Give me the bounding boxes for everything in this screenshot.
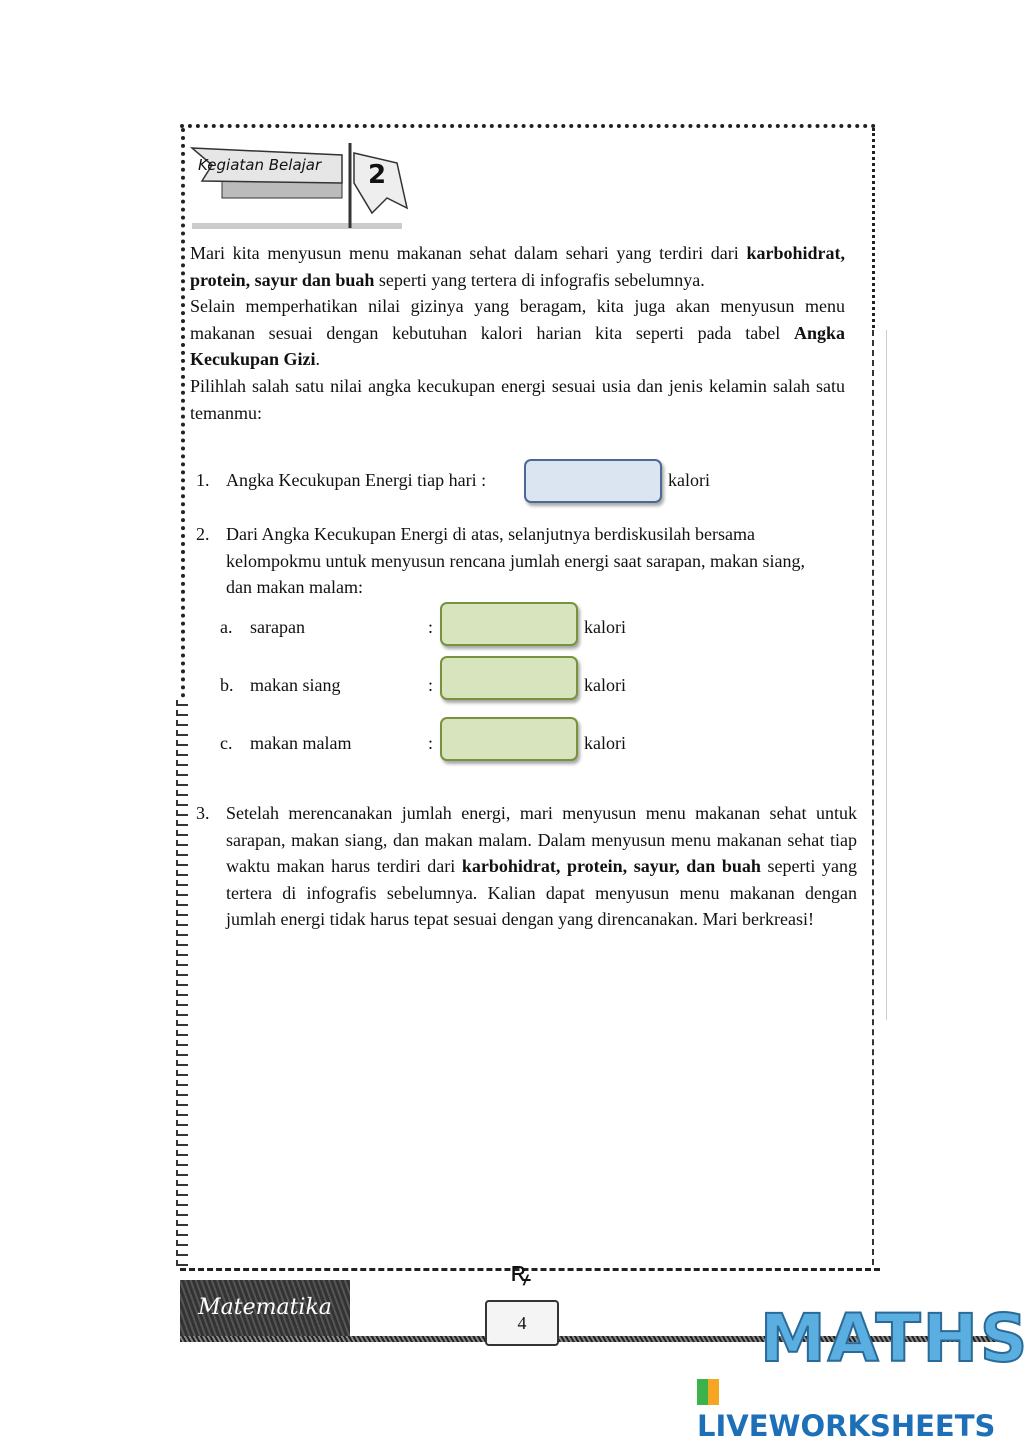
right-line bbox=[886, 330, 887, 1020]
item-b-letter: b. bbox=[220, 675, 234, 695]
banner-number: 2 bbox=[368, 160, 387, 190]
top-dotted-border bbox=[180, 124, 876, 128]
intro-paragraph-1: Mari kita menyusun menu makanan sehat dalam sehari yang terdiri dari karbohidrat, protein, sayur dan buah seperti yang tertera di infografis sebelumnya. bbox=[190, 243, 845, 290]
page-number: 4 bbox=[485, 1300, 559, 1346]
makan-malam-input[interactable] bbox=[440, 717, 578, 761]
q1-unit: kalori bbox=[668, 470, 710, 490]
right-dotted-border bbox=[872, 128, 875, 328]
intro-text bbox=[190, 240, 845, 426]
item-c-letter: c. bbox=[220, 733, 233, 753]
item-c-label: makan malam bbox=[250, 733, 352, 753]
item-a-colon: : bbox=[428, 617, 434, 637]
item-b-unit: kalori bbox=[584, 675, 626, 695]
bow-ornament-icon: ꝶ bbox=[510, 1257, 532, 1288]
item-b-colon: : bbox=[428, 675, 434, 695]
q1-label: Angka Kecukupan Energi tiap hari : bbox=[226, 470, 487, 490]
subject-label: Matematika bbox=[180, 1280, 350, 1336]
item-a-letter: a. bbox=[220, 617, 233, 637]
q1-number: 1. bbox=[196, 470, 210, 490]
brand-text: LIVEWORKSHEETS bbox=[697, 1409, 996, 1443]
item-c-unit: kalori bbox=[584, 733, 626, 753]
sarapan-input[interactable] bbox=[440, 602, 578, 646]
liveworksheets-brand bbox=[697, 1375, 1000, 1443]
q2-number: 2. bbox=[196, 524, 210, 544]
item-a-unit: kalori bbox=[584, 617, 626, 637]
energy-input[interactable] bbox=[524, 459, 662, 503]
makan-siang-input[interactable] bbox=[440, 656, 578, 700]
q3-number: 3. bbox=[196, 803, 210, 823]
liveworksheets-logo-icon bbox=[697, 1379, 719, 1405]
q3-text: Setelah merencanakan jumlah energi, mari menyusun menu makanan sehat untuk sarapan, makan siang, dan makan malam. Dalam menyusun menu makanan sehat tiap waktu makan harus terdiri dari karbohidrat, protein, sayur, dan buah seperti yang tertera di infografis sebelumnya. Kalian dapat menyusun menu makanan dengan jumlah energi tidak harus tepat sesuai dengan yang direncanakan. Mari berkreasi! bbox=[226, 803, 858, 930]
intro-paragraph-3: Pilihlah salah satu nilai angka kecukupan energi sesuai usia dan jenis kelamin salah satu temanmu: bbox=[190, 375, 845, 423]
item-a-label: sarapan bbox=[250, 617, 305, 637]
right-wavy-border bbox=[872, 330, 882, 1265]
q2-text: Dari Angka Kecukupan Energi di atas, selanjutnya berdiskusilah bersama kelompokmu untuk menyusun rencana jumlah energi saat sarapan, makan siang, dan makan malam: bbox=[226, 524, 806, 598]
intro-paragraph-2: Selain memperhatikan nilai gizinya yang beragam, kita juga akan menyusun menu makanan sesuai dengan kebutuhan kalori harian kita seperti pada tabel Angka Kecukupan Gizi. bbox=[190, 296, 845, 370]
maths-logo: MATHS bbox=[760, 1300, 1029, 1377]
left-wavy-border bbox=[176, 700, 188, 1266]
left-dotted-border bbox=[181, 128, 185, 698]
item-c-colon: : bbox=[428, 733, 434, 753]
item-b-label: makan siang bbox=[250, 675, 341, 695]
banner-title: Kegiatan Belajar bbox=[198, 156, 322, 174]
